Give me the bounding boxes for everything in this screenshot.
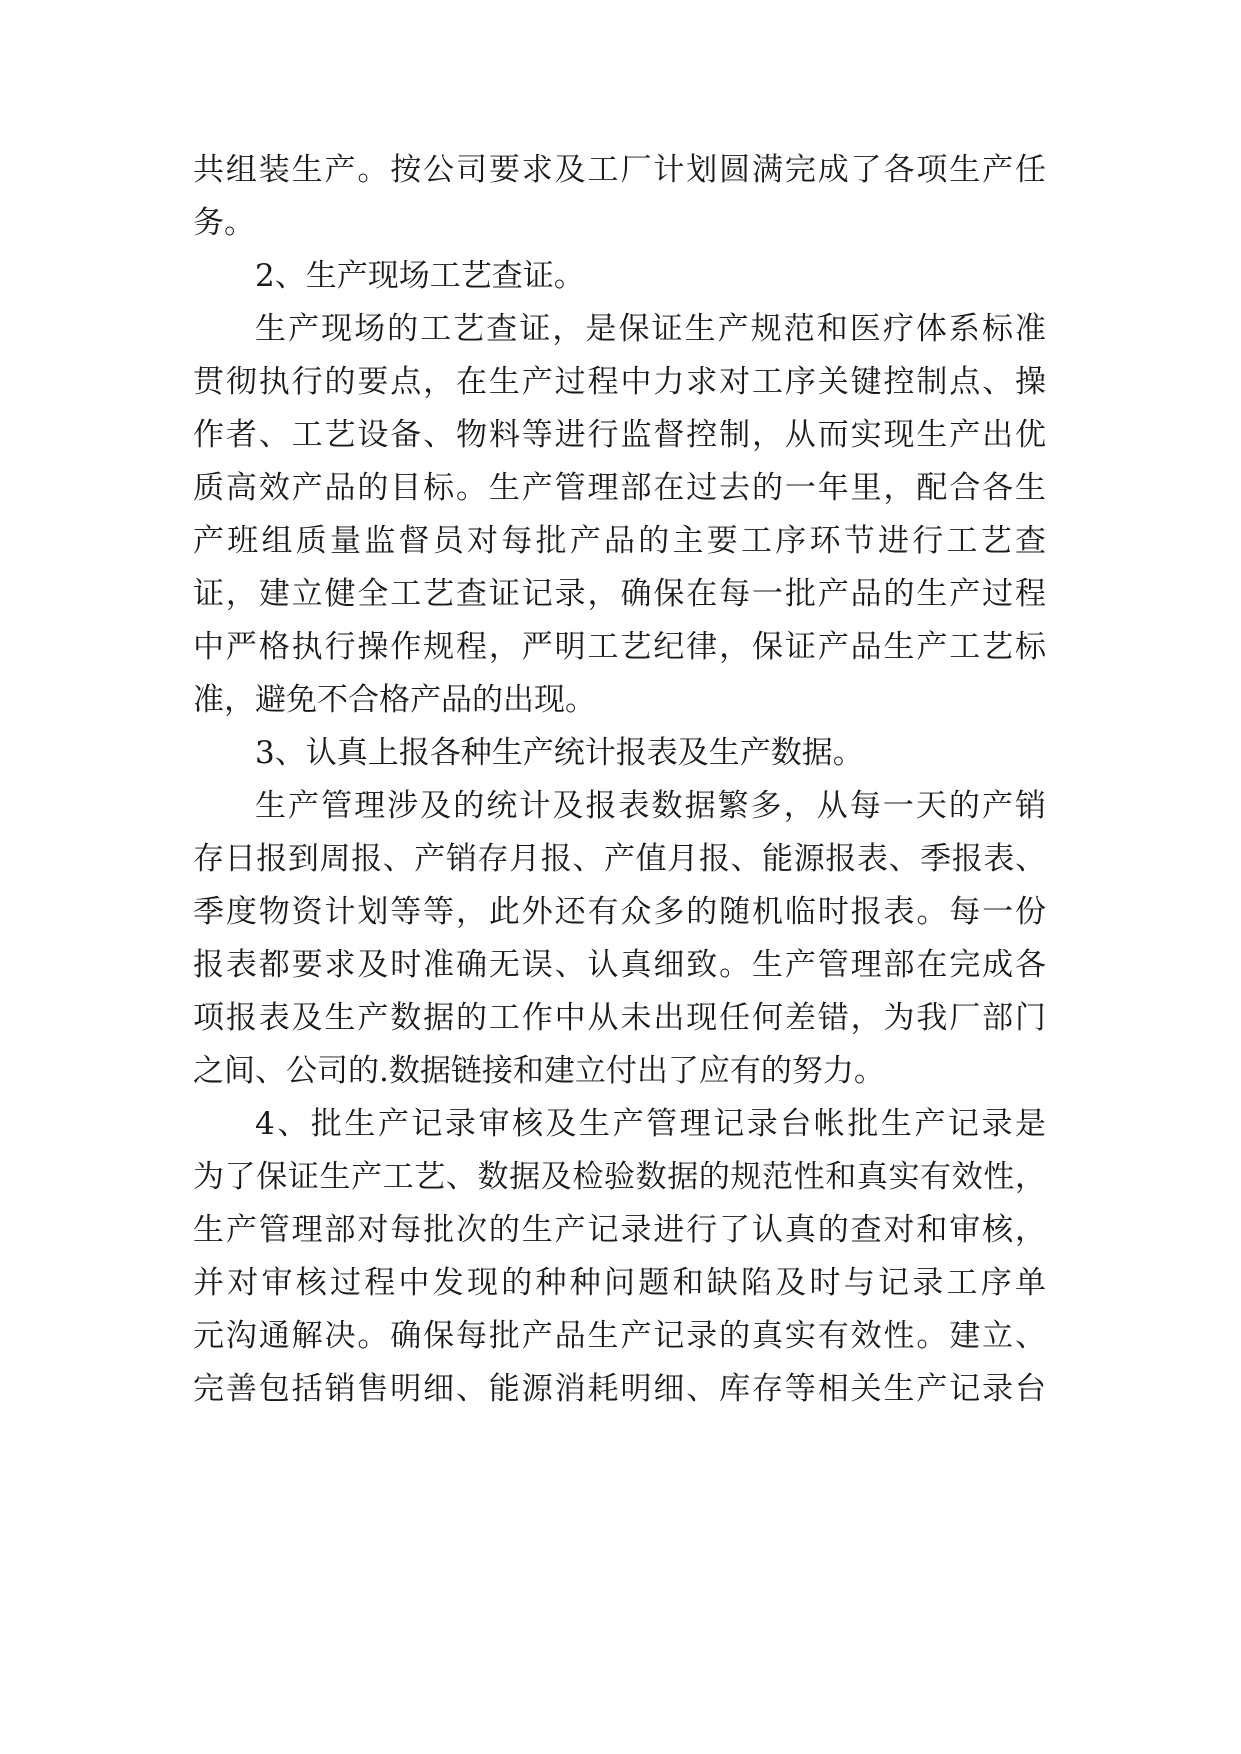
text-line: 质高效产品的目标。生产管理部在过去的一年里，配合各生 [193,470,1046,506]
text-line: 产班组质量监督员对每批产品的主要工序环节进行工艺查 [193,523,1046,559]
text-line: 准，避免不合格产品的出现。 [193,682,596,718]
text-line: 并对审核过程中发现的种种问题和缺陷及时与记录工序单 [193,1265,1046,1301]
section-heading: 4、批生产记录审核及生产管理记录台帐批生产记录是 [255,1106,1046,1142]
text-line: 生产管理涉及的统计及报表数据繁多，从每一天的产销 [255,788,1046,824]
text-line: 为了保证生产工艺、数据及检验数据的规范性和真实有效性， [193,1159,1046,1195]
text-line: 元沟通解决。确保每批产品生产记录的真实有效性。建立、 [193,1318,1046,1354]
text-line: 贯彻执行的要点，在生产过程中力求对工序关键控制点、操 [193,364,1046,400]
text-line: 之间、公司的.数据链接和建立付出了应有的努力。 [193,1053,885,1089]
text-line: 生产现场的工艺查证，是保证生产规范和医疗体系标准 [255,311,1046,347]
text-line: 项报表及生产数据的工作中从未出现任何差错，为我厂部门 [193,1000,1046,1036]
text-line: 证，建立健全工艺查证记录，确保在每一批产品的生产过程 [193,576,1046,612]
text-line: 务。 [193,205,255,241]
section-heading: 3、认真上报各种生产统计报表及生产数据。 [255,735,864,771]
text-line: 作者、工艺设备、物料等进行监督控制，从而实现生产出优 [193,417,1046,453]
text-line: 季度物资计划等等，此外还有众多的随机临时报表。每一份 [193,894,1046,930]
section-heading: 2、生产现场工艺查证。 [255,258,585,294]
text-line: 完善包括销售明细、能源消耗明细、库存等相关生产记录台 [193,1371,1046,1407]
text-line: 共组装生产。按公司要求及工厂计划圆满完成了各项生产任 [193,152,1046,188]
text-line: 存日报到周报、产销存月报、产值月报、能源报表、季报表、 [193,841,1046,877]
text-line: 报表都要求及时准确无误、认真细致。生产管理部在完成各 [193,947,1046,983]
text-line: 中严格执行操作规程，严明工艺纪律，保证产品生产工艺标 [193,629,1046,665]
text-line: 生产管理部对每批次的生产记录进行了认真的查对和审核， [193,1212,1046,1248]
